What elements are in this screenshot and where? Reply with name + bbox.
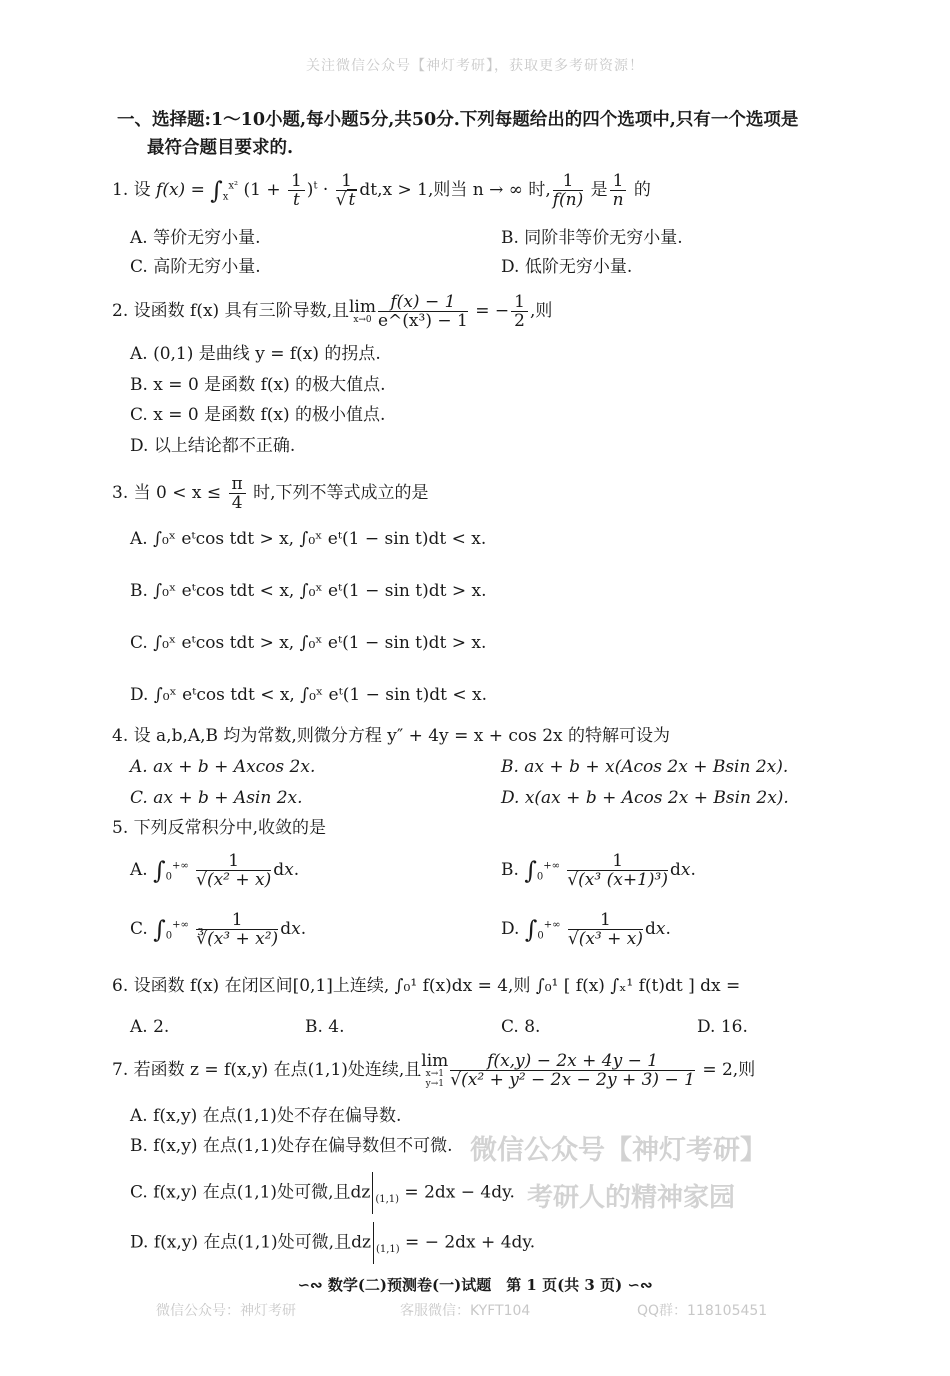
- q7-option-b[interactable]: B. f(x,y) 在点(1,1)处存在偏导数但不可微.: [130, 1136, 453, 1156]
- q4-option-d[interactable]: D. x(ax + b + Acos 2x + Bsin 2x).: [501, 788, 789, 808]
- q6-option-d[interactable]: D. 16.: [697, 1017, 748, 1037]
- q4-option-a[interactable]: A. ax + b + Axcos 2x.: [130, 757, 316, 777]
- q6-option-c[interactable]: C. 8.: [501, 1017, 541, 1037]
- q4-option-b[interactable]: B. ax + b + x(Acos 2x + Bsin 2x).: [501, 757, 789, 777]
- q5-option-b[interactable]: B. $\int_0^{+\infty}$ $\frac{1}{\text{√(x³ (x+1)³)}}$ dx.: [501, 851, 696, 890]
- question-2-stem: 2. 设函数 f(x) 具有三阶导数,且lim x→0 $\frac{f(x) - 1}{\text{e\textasciicircum{}(x³) − 1}}$ = − $\frac{1}{2}$ ,则: [112, 292, 553, 331]
- q2-option-b[interactable]: B. x = 0 是函数 f(x) 的极大值点.: [130, 375, 386, 395]
- q5-option-d[interactable]: D. $\int_0^{+\infty}$ $\frac{1}{\text{√(x³ + x)}}$ dx.: [501, 910, 671, 949]
- q1-option-d[interactable]: D. 低阶无穷小量.: [501, 257, 633, 277]
- q2-option-a[interactable]: A. (0,1) 是曲线 y = f(x) 的拐点.: [130, 344, 381, 364]
- q6-option-a[interactable]: A. 2.: [130, 1017, 170, 1037]
- q1-option-c[interactable]: C. 高阶无穷小量.: [130, 257, 261, 277]
- q1-option-a[interactable]: A. 等价无穷小量.: [130, 228, 261, 248]
- section-header-line2: 最符合题目要求的.: [147, 138, 294, 158]
- question-6-stem: 6. 设函数 f(x) 在闭区间[0,1]上连续, ∫₀¹ f(x)dx = 4,则 ∫₀¹ [ f(x) ∫ₓ¹ f(t)dt ] dx =: [112, 976, 741, 996]
- q3-option-b[interactable]: B. ∫₀ˣ eᵗcos tdt < x, ∫₀ˣ eᵗ(1 − sin t)dt > x.: [130, 581, 487, 601]
- q3-option-d[interactable]: D. ∫₀ˣ eᵗcos tdt < x, ∫₀ˣ eᵗ(1 − sin t)dt < x.: [130, 685, 488, 705]
- q3-option-c[interactable]: C. ∫₀ˣ eᵗcos tdt > x, ∫₀ˣ eᵗ(1 − sin t)dt > x.: [130, 633, 487, 653]
- q7-option-d[interactable]: D. f(x,y) 在点(1,1)处可微,且dz $_{(1,1)}$ = − 2dx + 4dy.: [130, 1222, 535, 1264]
- section-header-line1: 一、选择题:1～10小题,每小题5分,共50分.下列每题给出的四个选项中,只有一个选项是: [117, 110, 799, 130]
- q7-option-a[interactable]: A. f(x,y) 在点(1,1)处不存在偏导数.: [130, 1106, 402, 1126]
- infinity-ornament-left-icon: ∽∾: [297, 1276, 323, 1294]
- q7-option-c[interactable]: C. f(x,y) 在点(1,1)处可微,且dz $_{(1,1)}$ = 2dx − 4dy.: [130, 1172, 515, 1214]
- question-4-stem: 4. 设 a,b,A,B 均为常数,则微分方程 y″ + 4y = x + cos 2x 的特解可设为: [112, 726, 671, 746]
- bottom-watermark-wechat: 微信公众号：神灯考研: [156, 1303, 296, 1319]
- question-5-stem: 5. 下列反常积分中,收敛的是: [112, 818, 327, 838]
- q5-option-a[interactable]: A. $\int_0^{+\infty}$ $\frac{1}{\text{√(x² + x)}}$ dx.: [130, 851, 300, 890]
- top-watermark: 关注微信公众号【神灯考研】，获取更多考研资源！: [306, 58, 644, 74]
- infinity-ornament-right-icon: ∽∾: [627, 1276, 653, 1294]
- question-3-stem: 3. 当 0 < x ≤ $\frac{\pi}{4}$ 时,下列不等式成立的是: [112, 474, 429, 513]
- bottom-watermark-qq: QQ群：118105451: [637, 1303, 768, 1319]
- q3-option-a[interactable]: A. ∫₀ˣ eᵗcos tdt > x, ∫₀ˣ eᵗ(1 − sin t)dt < x.: [130, 529, 487, 549]
- center-watermark-1: 微信公众号【神灯考研】: [470, 1135, 767, 1166]
- q6-option-b[interactable]: B. 4.: [305, 1017, 345, 1037]
- question-7-stem: 7. 若函数 z = f(x,y) 在点(1,1)处连续,且lim x→1 y→1 $\frac{f(x,y) - 2x + 4y - 1}{\text{√(x² + y² − 2x − 2y + 3) − 1}}$ = 2,则: [112, 1050, 756, 1090]
- page-footer: ∽∾ 数学(二)预测卷(一)试题 第 1 页(共 3 页) ∽∾: [297, 1276, 653, 1294]
- bottom-watermark-service: 客服微信：KYFT104: [400, 1303, 531, 1319]
- q5-option-c[interactable]: C. $\int_0^{+\infty}$ $\frac{1}{\text{∛(x³ + x²)}}$ dx.: [130, 910, 307, 949]
- q2-option-d[interactable]: D. 以上结论都不正确.: [130, 436, 296, 456]
- q1-option-b[interactable]: B. 同阶非等价无穷小量.: [501, 228, 683, 248]
- q2-option-c[interactable]: C. x = 0 是函数 f(x) 的极小值点.: [130, 405, 386, 425]
- center-watermark-2: 考研人的精神家园: [527, 1183, 736, 1213]
- question-1-stem: 1. 设 $f(x) = \int_x^{x^2}$ (1 + $\frac{1}{t}$ )$^t$ · $\frac{1}{√ t}$ dt,x > 1,则当 n → ∞ 时, $\frac{1}{f(n)}$ 是 $\frac{1}{n}$ 的: [112, 171, 651, 210]
- q4-option-c[interactable]: C. ax + b + Asin 2x.: [130, 788, 303, 808]
